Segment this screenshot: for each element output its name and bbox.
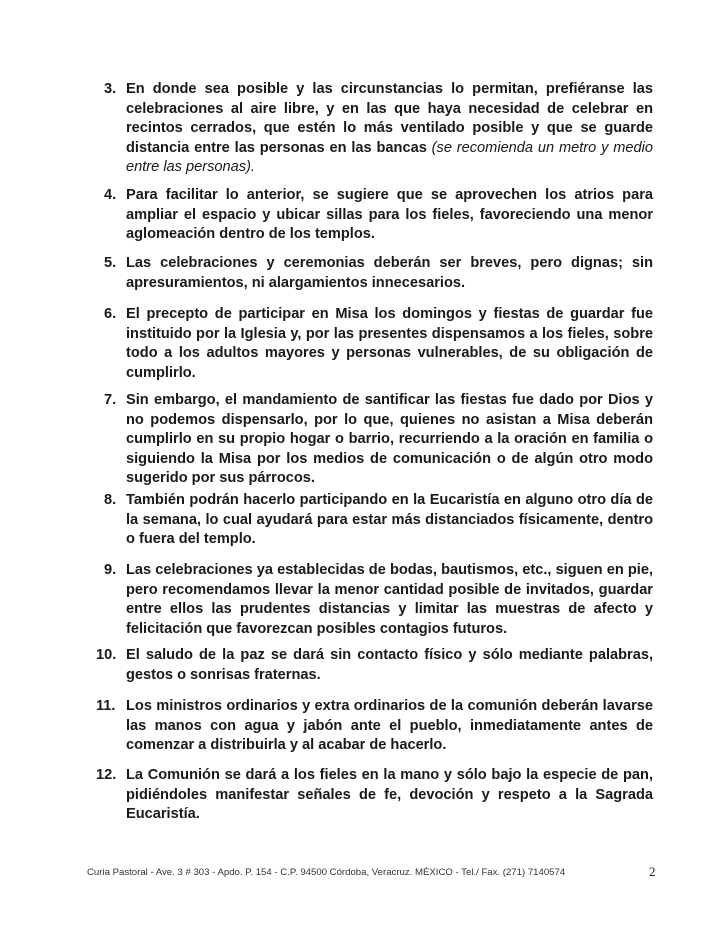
- item-text: Sin embargo, el mandamiento de santificar las fiestas fue dado por Dios y no podemos dispensarlo, por lo que, quienes no asistan a Misa deberán cumplirlo en su propio hogar o barrio, recurriendo a la oración en familia o siguiendo la Misa por los medios de comunicación o de algún otro modo sugerido por sus párrocos.: [126, 392, 653, 487]
- page-number: 2: [649, 864, 656, 879]
- list-item: [96, 646, 653, 685]
- item-number: 6.: [104, 306, 117, 322]
- item-text: El saludo de la paz se dará sin contacto físico y sólo mediante palabras, gestos o sonrisas fraternas.: [126, 647, 653, 683]
- item-number: 7.: [104, 392, 117, 408]
- item-text: La Comunión se dará a los fieles en la mano y sólo bajo la especie de pan, pidiéndoles manifestar señales de fe, devoción y respeto a la Sagrada Eucaristía.: [126, 767, 653, 823]
- item-number: 8.: [104, 492, 117, 508]
- list-item: [96, 697, 653, 756]
- item-number: 4.: [104, 187, 117, 203]
- item-number: 3.: [104, 81, 117, 97]
- list-item: [104, 391, 653, 489]
- list-item: [96, 766, 653, 825]
- item-note: (se recomienda un metro y medio entre las personas).: [126, 139, 653, 176]
- item-number: 10.: [96, 647, 117, 663]
- list-item: [104, 254, 653, 293]
- item-text: En donde sea posible y las circunstancias lo permitan, prefiéranse las celebraciones al aire libre, y en las que haya necesidad de celebrar en recintos cerrados, que estén lo más ventilado posible y que se guarde distancia entre las personas en las bancas: [126, 81, 653, 156]
- item-text: Las celebraciones y ceremonias deberán ser breves, pero dignas; sin apresuramientos, ni alargamientos innecesarios.: [126, 255, 653, 291]
- item-number: 11.: [96, 698, 116, 714]
- item-number: 12.: [96, 767, 117, 783]
- item-text: También podrán hacerlo participando en la Eucaristía en alguno otro día de la semana, lo cual ayudará para estar más distanciados físicamente, dentro o fuera del templo.: [126, 492, 653, 548]
- item-text: Las celebraciones ya establecidas de bodas, bautismos, etc., siguen en pie, pero recomendamos llevar la menor cantidad posible de invitados, guardar entre ellos las prudentes distancias y limitar las muestras de afecto y felicitación que favorezcan posibles contagios futuros.: [126, 562, 653, 637]
- item-text: Los ministros ordinarios y extra ordinarios de la comunión deberán lavarse las manos con agua y jabón ante el pueblo, inmediatamente antes de comenzar a distribuirla y al acabar de hacerlo.: [126, 698, 653, 754]
- list-item: [104, 491, 653, 550]
- list-item: [104, 561, 653, 639]
- item-text: El precepto de participar en Misa los domingos y fiestas de guardar fue instituido por la Iglesia y, por las presentes dispensamos a los fieles, sobre todo a los adultos mayores y personas vulnerables, de su obligación de cumplirlo.: [126, 306, 653, 381]
- item-text: Para facilitar lo anterior, se sugiere que se aprovechen los atrios para ampliar el espacio y ubicar sillas para los fieles, favoreciendo una menor aglomeación dentro de los templos.: [126, 187, 653, 243]
- page-footer: Curia Pastoral - Ave. 3 # 303 - Apdo. P. 154 - C.P. 94500 Córdoba, Veracruz. MÉXICO - Tel./ Fax. (271) 7140574: [87, 867, 566, 878]
- list-item: [104, 305, 653, 383]
- item-number: 5.: [104, 255, 117, 271]
- item-number: 9.: [104, 562, 117, 578]
- list-item: [104, 80, 653, 178]
- list-item: [104, 186, 653, 245]
